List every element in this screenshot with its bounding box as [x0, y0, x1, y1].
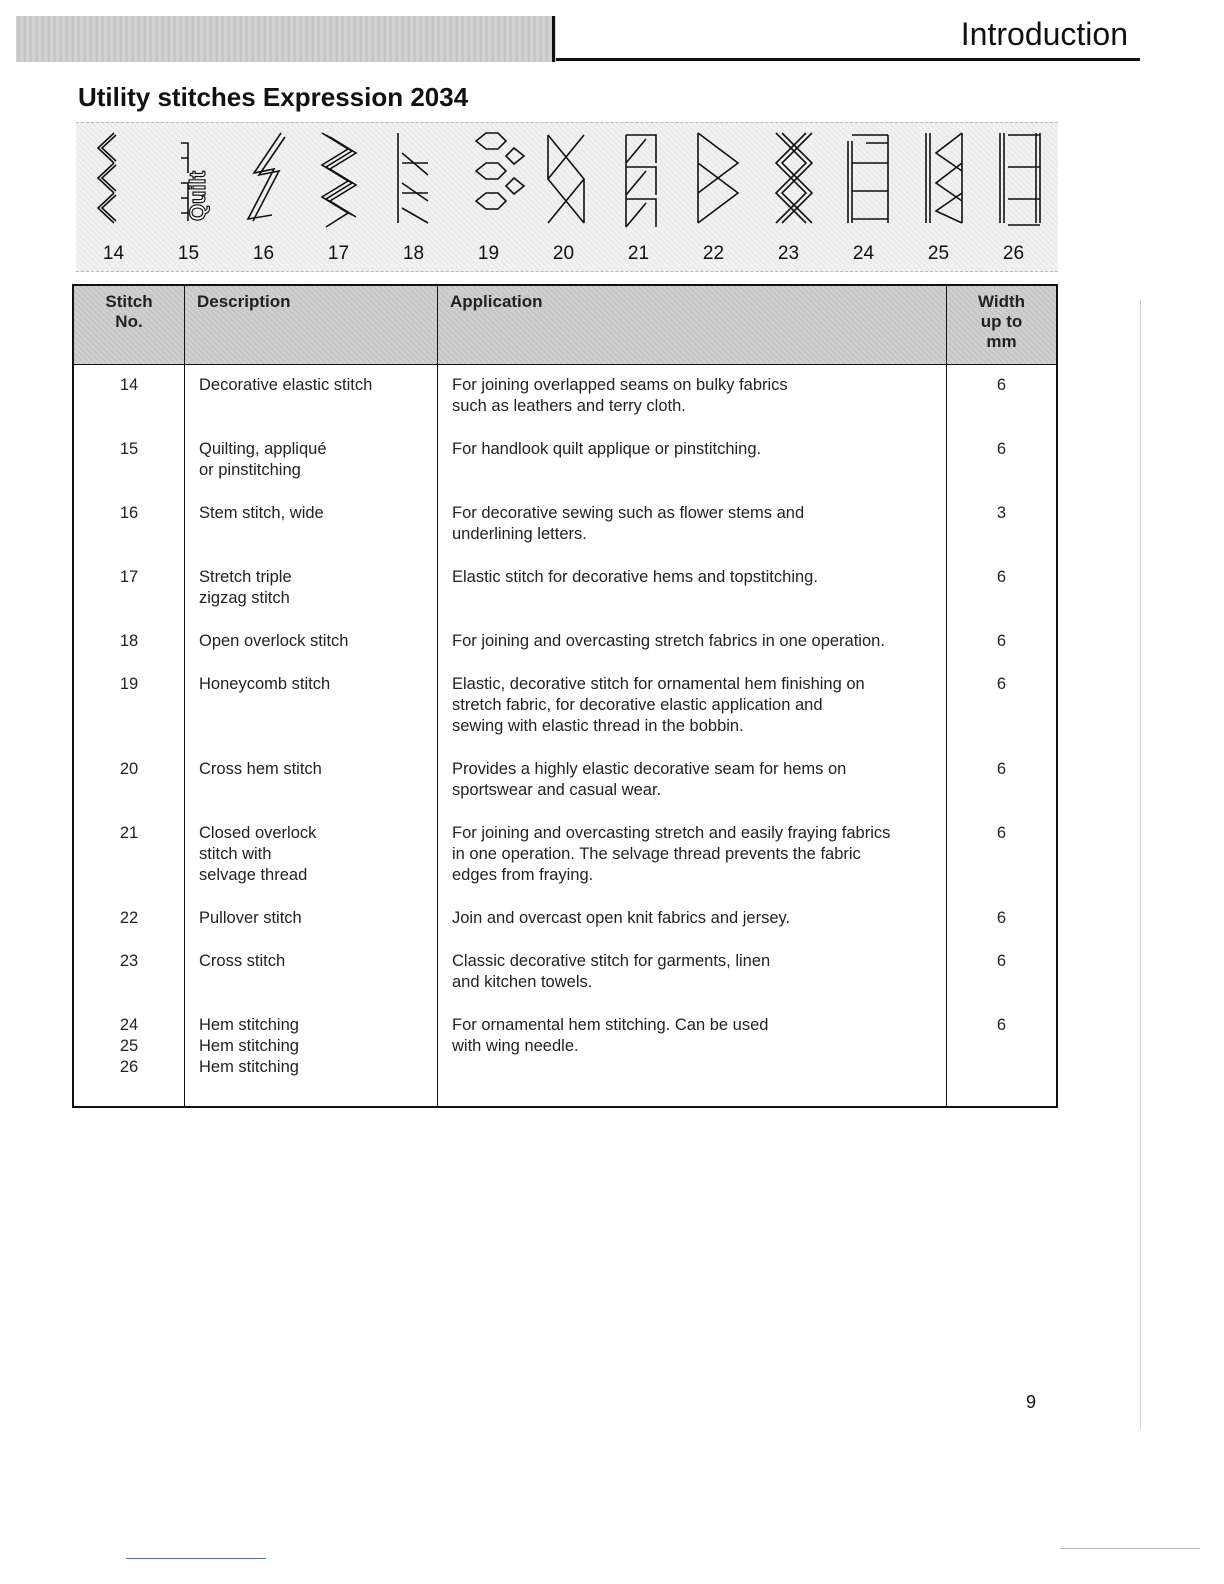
footer-rule: [1060, 1548, 1200, 1549]
stitch-number: 25: [927, 243, 950, 264]
stitch-number: 14: [102, 243, 125, 264]
width-cell: 6: [947, 631, 1058, 674]
description-cell: Quilting, appliqué or pinstitching: [185, 439, 438, 503]
application-cell: Elastic, decorative stitch for ornamental hem finishing on stretch fabric, for decorative elastic application and sewing with elastic thread in the bobbin.: [438, 674, 947, 759]
header-rule: [556, 58, 1140, 61]
description-cell: Stem stitch, wide: [185, 503, 438, 567]
stitch-number-cell: 15: [73, 439, 185, 503]
stitch-number: 16: [252, 243, 275, 264]
page-title: Utility stitches Expression 2034: [78, 82, 469, 112]
table-row: [73, 503, 1057, 567]
width-cell: 6: [947, 674, 1058, 759]
stitch-cell-22: [676, 123, 751, 271]
stitch-cell-15: [151, 123, 226, 271]
stitch-number-cell: 24 25 26: [73, 1015, 185, 1107]
stitch-cell-14: [76, 123, 151, 271]
width-cell: 6: [947, 759, 1058, 823]
stitch-number-cell: 20: [73, 759, 185, 823]
description-cell: Stretch triple zigzag stitch: [185, 567, 438, 631]
width-cell: 6: [947, 567, 1058, 631]
stitch-number: 21: [627, 243, 650, 264]
table-row: [73, 439, 1057, 503]
stitch-number-cell: 19: [73, 674, 185, 759]
application-cell: For handlook quilt applique or pinstitching.: [438, 439, 947, 503]
stitch-number: 18: [402, 243, 425, 264]
stitch-number: 17: [327, 243, 350, 264]
width-cell: 6: [947, 439, 1058, 503]
stitch-number: 19: [477, 243, 500, 264]
application-cell: For joining and overcasting stretch and easily fraying fabrics in one operation. The selvage thread prevents the fabric edges from fraying.: [438, 823, 947, 908]
application-cell: For joining overlapped seams on bulky fabrics such as leathers and terry cloth.: [438, 365, 947, 440]
stitch-cell-20: [526, 123, 601, 271]
stitch-number-cell: 14: [73, 365, 185, 440]
table-row: [73, 674, 1057, 759]
application-cell: For ornamental hem stitching. Can be used with wing needle.: [438, 1015, 947, 1107]
table-row: [73, 951, 1057, 1015]
header-stitch-no: Stitch No.: [73, 285, 185, 365]
description-cell: Cross stitch: [185, 951, 438, 1015]
description-cell: Honeycomb stitch: [185, 674, 438, 759]
header-description: Description: [185, 285, 438, 365]
width-cell: 6: [947, 1015, 1058, 1107]
application-cell: Elastic stitch for decorative hems and topstitching.: [438, 567, 947, 631]
application-cell: For joining and overcasting stretch fabrics in one operation.: [438, 631, 947, 674]
stitch-number: 15: [177, 243, 200, 264]
description-cell: Open overlock stitch: [185, 631, 438, 674]
description-cell: Pullover stitch: [185, 908, 438, 951]
header-width: Width up to mm: [947, 285, 1058, 365]
stitch-cell-17: [301, 123, 376, 271]
stitch-number-cell: 22: [73, 908, 185, 951]
stitch-cell-16: [226, 123, 301, 271]
table-row: [73, 908, 1057, 951]
footer-line: [126, 1558, 266, 1559]
utility-stitches-table: [72, 284, 1058, 1108]
width-cell: 6: [947, 908, 1058, 951]
page-number: 9: [1026, 1392, 1037, 1412]
stitch-number: 20: [552, 243, 575, 264]
stitch-cell-19: [451, 123, 526, 271]
stitch-cell-26: [976, 123, 1051, 271]
stitch-number-cell: 23: [73, 951, 185, 1015]
stitch-cell-24: [826, 123, 901, 271]
description-cell: Decorative elastic stitch: [185, 365, 438, 440]
header-divider: [552, 16, 555, 62]
width-cell: 6: [947, 951, 1058, 1015]
table-header-row: [73, 285, 1057, 365]
stitch-pattern-strip: [76, 122, 1058, 272]
stitch-number: 22: [702, 243, 725, 264]
table-row: [73, 759, 1057, 823]
application-cell: Provides a highly elastic decorative seam for hems on sportswear and casual wear.: [438, 759, 947, 823]
description-cell: Hem stitching Hem stitching Hem stitching: [185, 1015, 438, 1107]
quilt-label: Quilt: [185, 170, 211, 222]
margin-trace: [1140, 300, 1141, 1430]
table-row: [73, 1015, 1057, 1107]
description-cell: Cross hem stitch: [185, 759, 438, 823]
stitch-cell-23: [751, 123, 826, 271]
stitch-number: 26: [1002, 243, 1025, 264]
section-label: Introduction: [960, 16, 1128, 52]
stitch-number-cell: 18: [73, 631, 185, 674]
table-row: [73, 823, 1057, 908]
table-row: [73, 365, 1057, 440]
stitch-cell-21: [601, 123, 676, 271]
stitch-number-cell: 21: [73, 823, 185, 908]
application-cell: Join and overcast open knit fabrics and jersey.: [438, 908, 947, 951]
stitch-number-cell: 17: [73, 567, 185, 631]
stitch-number: 24: [852, 243, 875, 264]
stitch-number-cell: 16: [73, 503, 185, 567]
table-row: [73, 567, 1057, 631]
description-cell: Closed overlock stitch with selvage thread: [185, 823, 438, 908]
stitch-number: 23: [777, 243, 800, 264]
width-cell: 6: [947, 365, 1058, 440]
header-band: [16, 16, 556, 62]
width-cell: 6: [947, 823, 1058, 908]
width-cell: 3: [947, 503, 1058, 567]
stitch-cell-25: [901, 123, 976, 271]
header-application: Application: [438, 285, 947, 365]
table-row: [73, 631, 1057, 674]
application-cell: For decorative sewing such as flower stems and underlining letters.: [438, 503, 947, 567]
application-cell: Classic decorative stitch for garments, linen and kitchen towels.: [438, 951, 947, 1015]
stitch-cell-18: [376, 123, 451, 271]
table-body: [73, 365, 1057, 1108]
